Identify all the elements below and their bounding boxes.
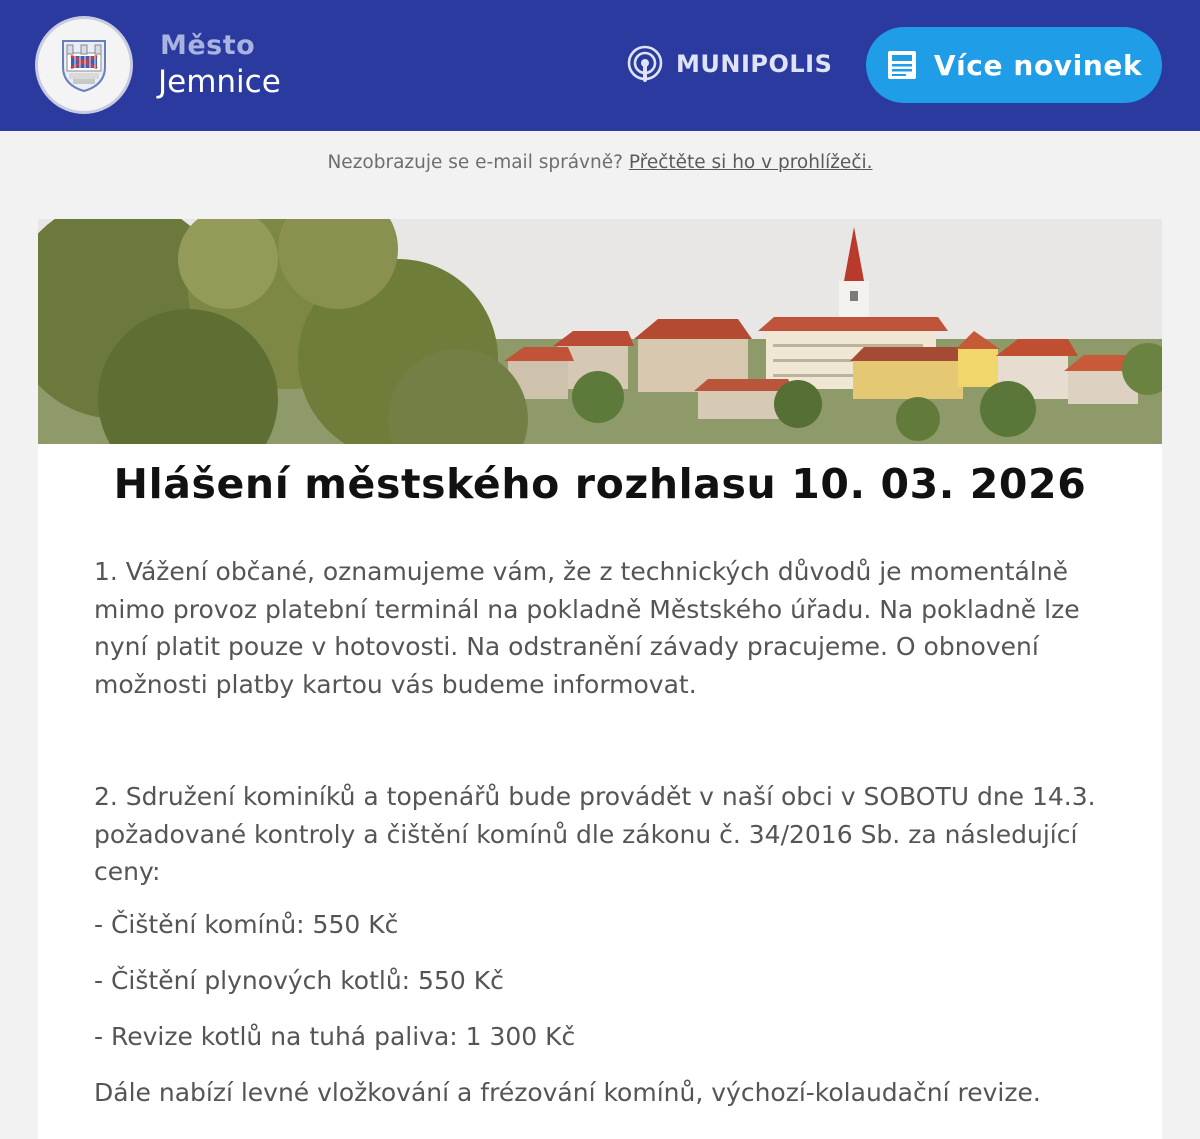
price-chimney-cleaning: - Čištění komínů: 550 Kč — [94, 910, 399, 939]
price-solid-fuel-boiler-inspection: - Revize kotlů na tuhá paliva: 1 300 Kč — [94, 1022, 576, 1051]
article-title: Hlášení městského rozhlasu 10. 03. 2026 — [113, 460, 1087, 508]
town-logo[interactable] — [38, 19, 130, 111]
coat-of-arms-icon — [59, 37, 109, 93]
browser-view-notice — [0, 152, 1200, 173]
notice-text: Nezobrazuje se e-mail správně? — [327, 152, 623, 173]
header-bar — [0, 0, 1200, 131]
brand-name: MUNIPOLIS — [676, 50, 833, 78]
newspaper-icon — [886, 49, 918, 81]
hero-image — [38, 219, 1162, 444]
more-news-button[interactable] — [866, 27, 1162, 103]
broadcast-icon — [626, 44, 664, 84]
town-name: Jemnice — [158, 64, 281, 100]
paragraph-3: Dále nabízí levné vložkování a frézování komínů, výchozí-kolaudační revize. — [94, 1078, 1041, 1107]
town-prefix: Město — [160, 30, 256, 61]
paragraph-1: 1. Vážení občané, oznamujeme vám, že z technických důvodů je momentálně mimo provoz platební terminál na pokladně Městského úřadu. Na pokladně lze nyní platit pouze v hotovosti. Na odstranění závady pracujeme. O obnovení možnosti platby kartou vás budeme informovat. — [94, 557, 1080, 699]
munipolis-brand[interactable] — [626, 44, 832, 84]
paragraph-2: 2. Sdružení kominíků a topenářů bude provádět v naší obci v SOBOTU dne 14.3. požadované kontroly a čištění komínů dle zákonu č. 34/2016 Sb. za následující ceny: — [94, 782, 1096, 886]
view-in-browser-link[interactable]: Přečtěte si ho v prohlížeči. — [628, 152, 873, 173]
town-panorama-image — [38, 219, 1162, 444]
more-news-label: Více novinek — [933, 48, 1143, 82]
price-gas-boiler-cleaning: - Čištění plynových kotlů: 550 Kč — [94, 966, 504, 995]
